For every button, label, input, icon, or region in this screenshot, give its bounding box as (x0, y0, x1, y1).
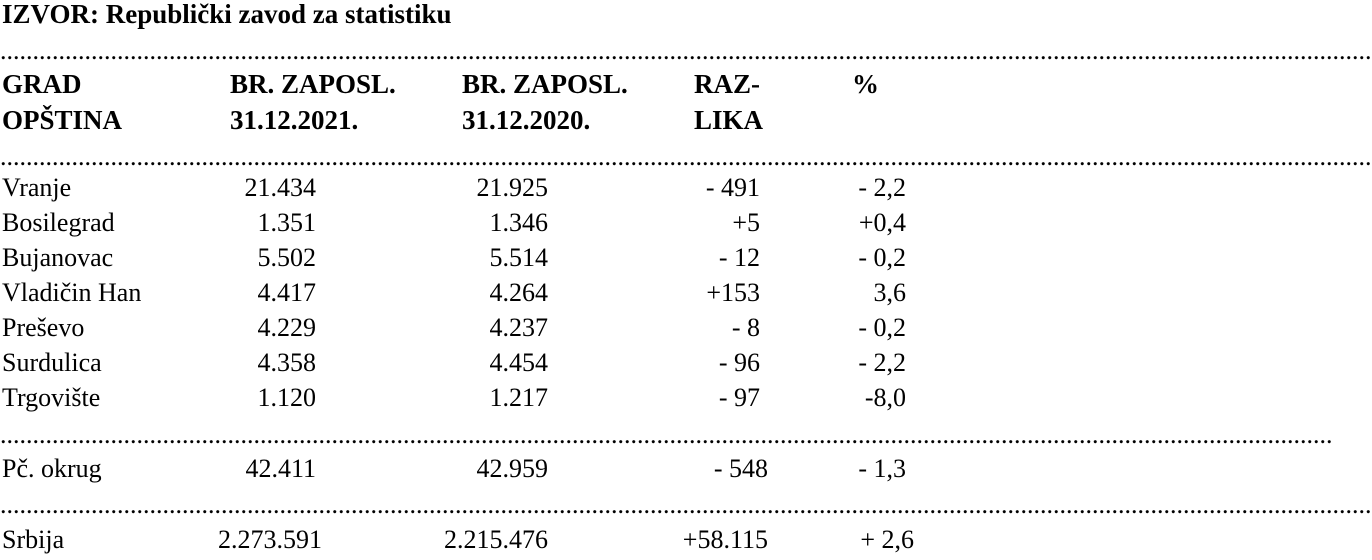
employed-2020: 21.925 (476, 173, 548, 202)
employed-2020: 1.217 (489, 383, 548, 412)
district-employed-2021: 42.411 (245, 454, 316, 483)
country-employed-2021: 2.273.591 (218, 525, 322, 554)
employed-2020: 4.454 (489, 348, 548, 377)
municipality-name: Trgovište (2, 383, 101, 412)
header-2020-date: 31.12.2020. (462, 105, 591, 135)
percent-change: 3,6 (873, 278, 906, 307)
employed-2021: 4.417 (257, 278, 316, 307)
employed-2021: 1.120 (257, 383, 316, 412)
country-difference: +58.115 (682, 525, 768, 554)
header-2021-label: BR. ZAPOSL. (230, 69, 396, 99)
dotted-divider-district: ............................................................................................................................................................................................................. (0, 420, 1333, 449)
dotted-divider-country: ................................................................................................................................................................................................................... (0, 490, 1372, 519)
district-name: Pč. okrug (2, 454, 102, 483)
municipality-name: Bujanovac (2, 243, 114, 272)
country-percent-change: + 2,6 (860, 525, 914, 554)
employed-2020: 1.346 (489, 208, 548, 237)
employed-2021: 5.502 (257, 243, 316, 272)
municipality-name: Surdulica (2, 348, 102, 377)
percent-change: +0,4 (858, 208, 906, 237)
difference: - 8 (731, 313, 760, 342)
percent-change: - 0,2 (858, 243, 906, 272)
source-line: IZVOR: Republički zavod za statistiku (2, 0, 452, 29)
dotted-divider-header: ................................................................................................................................................................................................................... (0, 142, 1372, 171)
employed-2021: 4.229 (257, 313, 316, 342)
difference: - 96 (718, 348, 760, 377)
header-2020-label: BR. ZAPOSL. (462, 69, 628, 99)
percent-change: - 0,2 (858, 313, 906, 342)
country-name: Srbija (2, 525, 65, 554)
district-difference: - 548 (713, 454, 768, 483)
difference: - 12 (718, 243, 760, 272)
district-employed-2020: 42.959 (476, 454, 548, 483)
dotted-divider-top: ................................................................................................................................................................................................................... (0, 36, 1372, 65)
employed-2021: 1.351 (257, 208, 316, 237)
employed-2020: 4.237 (489, 313, 548, 342)
municipality-name: Vranje (2, 173, 72, 202)
difference: - 97 (718, 383, 760, 412)
employed-2021: 21.434 (244, 173, 316, 202)
difference: - 491 (705, 173, 760, 202)
header-opstina: OPŠTINA (2, 105, 123, 135)
percent-change: - 2,2 (858, 173, 906, 202)
municipality-name: Bosilegrad (2, 208, 115, 237)
difference: +5 (732, 208, 760, 237)
district-percent-change: - 1,3 (858, 454, 906, 483)
employed-2020: 4.264 (489, 278, 548, 307)
header-grad: GRAD (2, 69, 82, 99)
employed-2020: 5.514 (489, 243, 548, 272)
employed-2021: 4.358 (257, 348, 316, 377)
header-razlika-1: RAZ- (694, 69, 760, 99)
country-employed-2020: 2.215.476 (444, 525, 548, 554)
difference: +153 (706, 278, 760, 307)
municipality-name: Vladičin Han (2, 278, 142, 307)
percent-change: -8,0 (864, 383, 906, 412)
percent-change: - 2,2 (858, 348, 906, 377)
municipality-name: Preševo (2, 313, 85, 342)
header-2021-date: 31.12.2021. (230, 105, 359, 135)
header-razlika-2: LIKA (694, 105, 764, 135)
header-percent: % (852, 69, 879, 99)
